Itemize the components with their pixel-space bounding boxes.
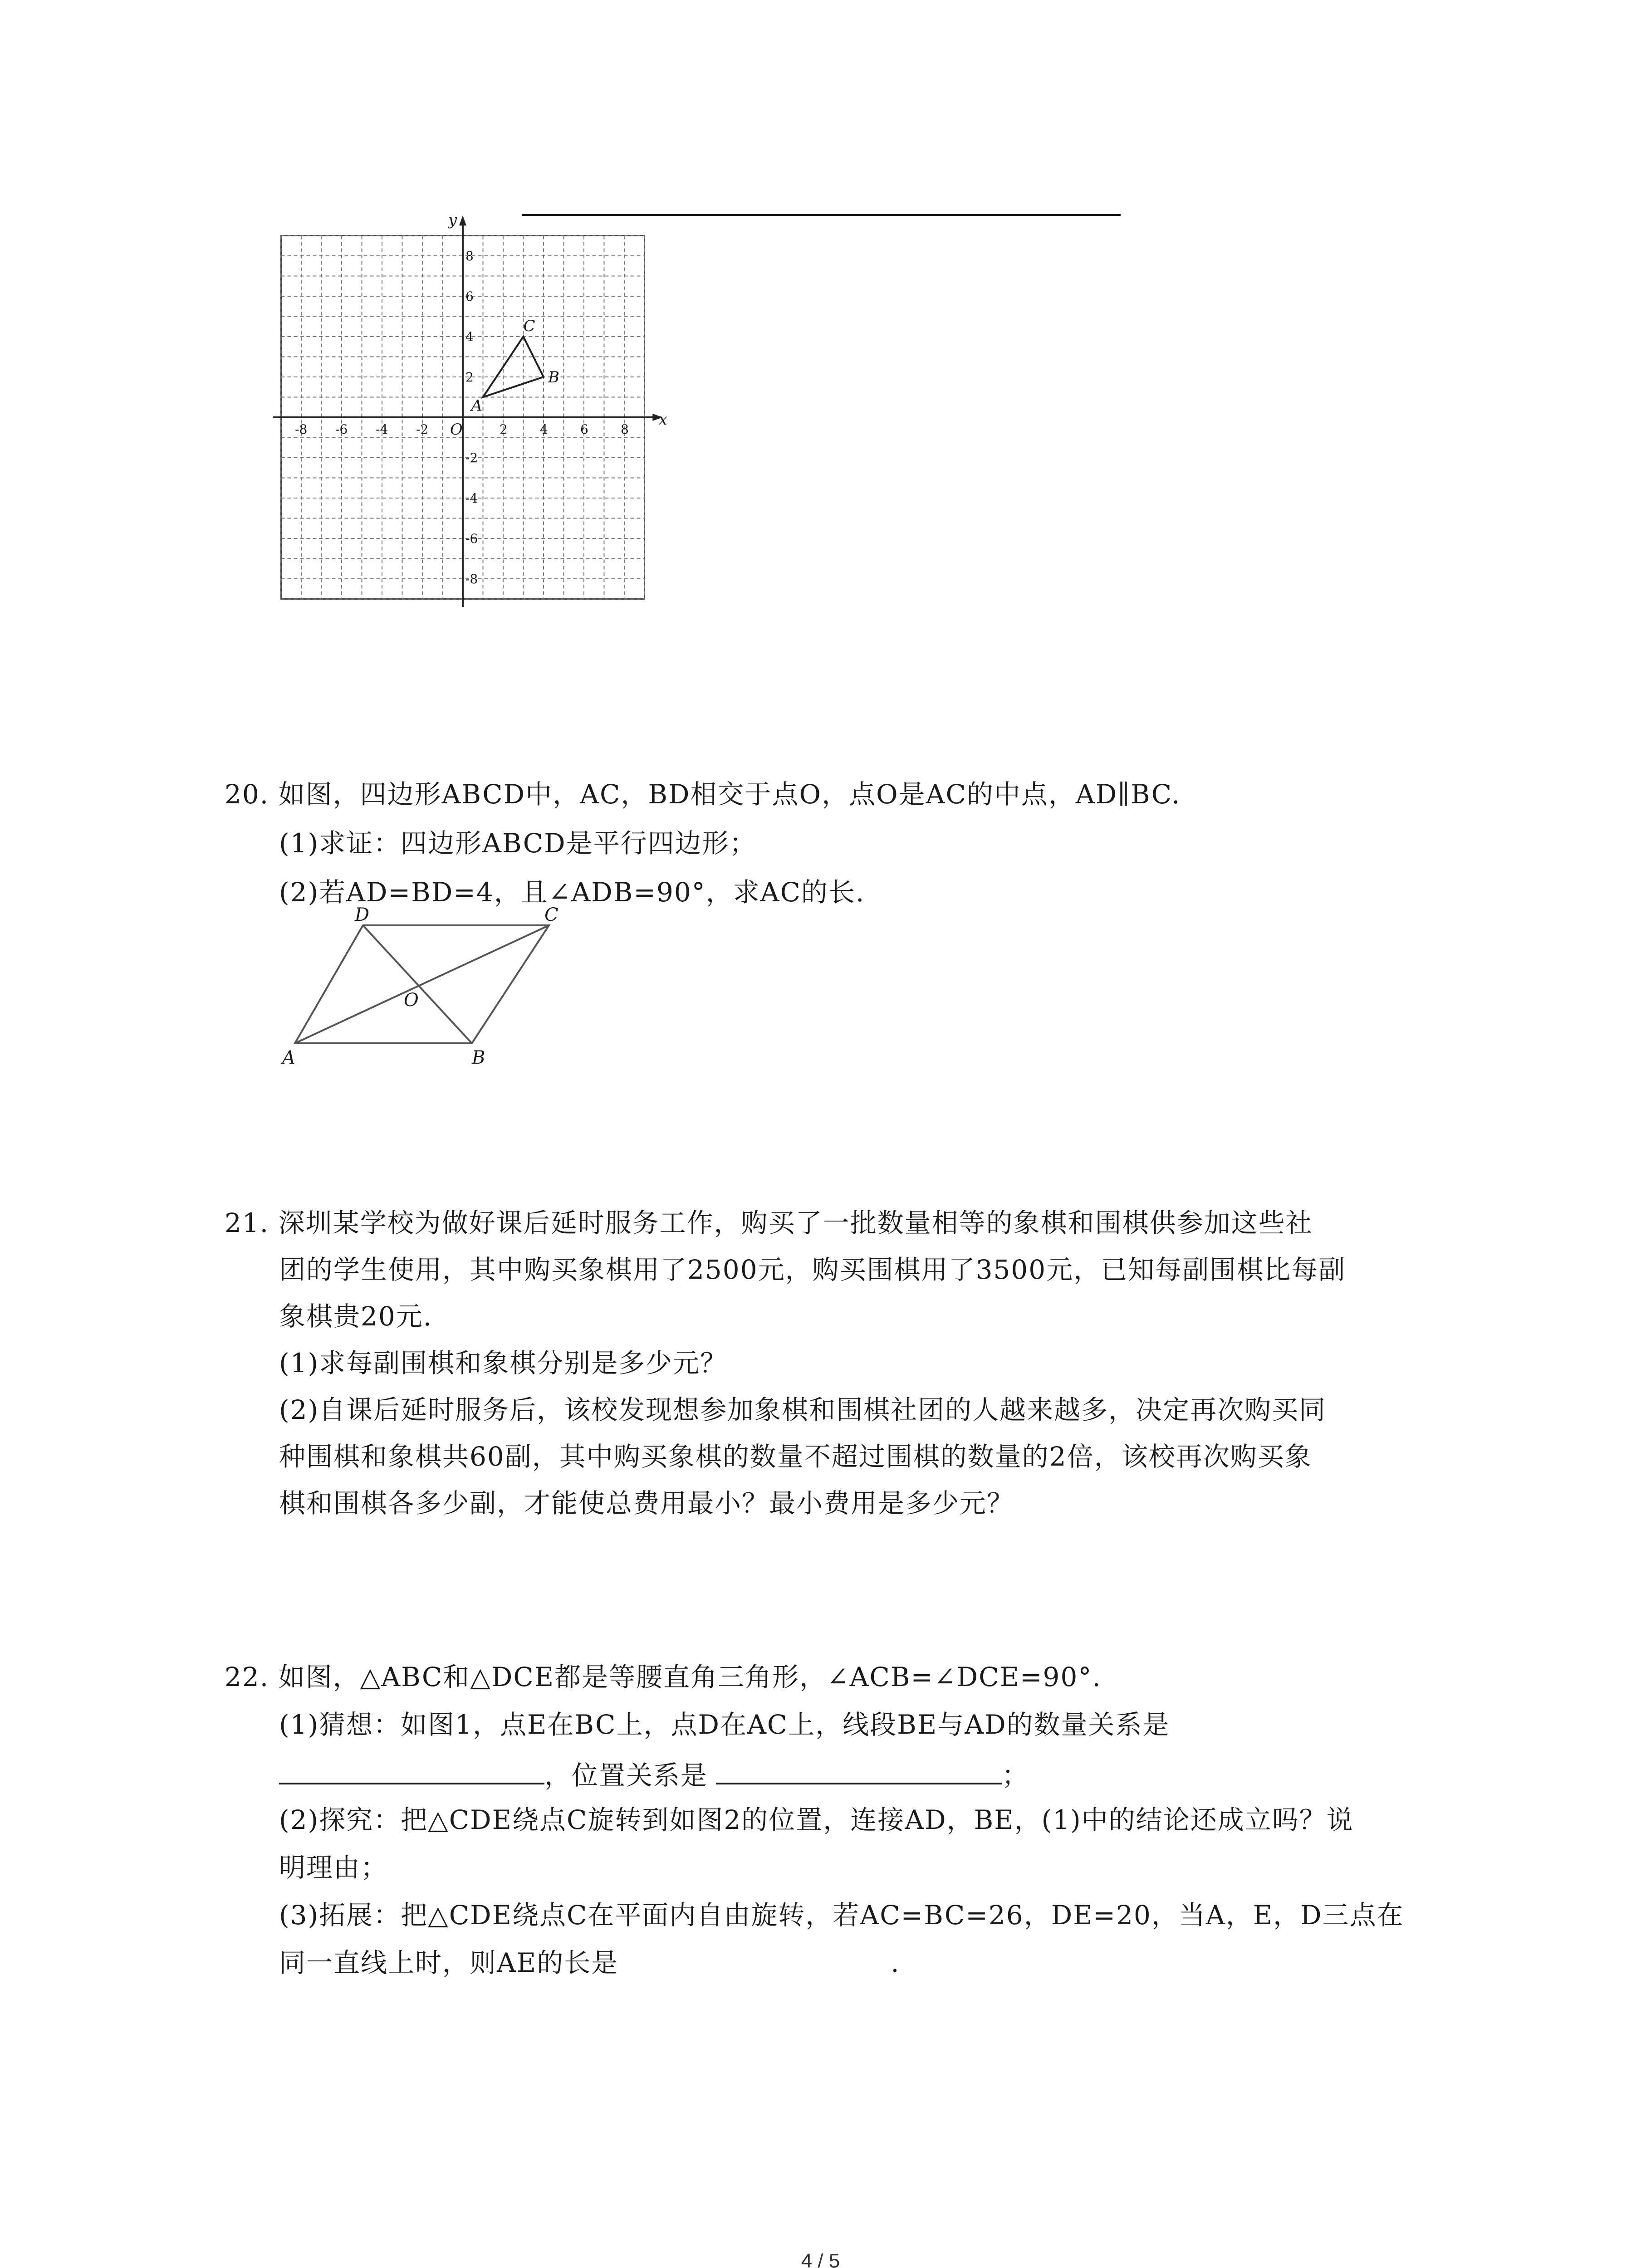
q22-position-label: ，位置关系是 [544,1760,708,1791]
q21-part1: (1)求每副围棋和象棋分别是多少元？ [279,1348,728,1378]
q22-part2-line2: 明理由； [279,1852,388,1883]
q22-semicolon: ； [1002,1760,1029,1791]
vertex-label-c: C [544,907,558,925]
origin-label: O [450,420,463,439]
y-tick-label: 6 [465,289,474,304]
y-axis-label: y [448,213,457,229]
point-label-b: B [548,368,559,386]
q22-position-blank[interactable] [716,1759,1002,1784]
q21-part2-line2: 种围棋和象棋共60副，其中购买象棋的数量不超过围棋的数量的2倍，该校再次购买象 [279,1441,1312,1472]
y-tick-label: -4 [465,491,478,506]
coordinate-grid-figure [272,213,690,631]
q22-part1-line1: (1)猜想：如图1，点E在BC上，点D在AC上，线段BE与AD的数量关系是 [279,1709,1170,1740]
x-tick-label: 2 [500,422,508,437]
x-tick-label: -6 [335,422,348,437]
q22-part2-line1: (2)探究：把△CDE绕点C旋转到如图2的位置，连接AD，BE，(1)中的结论还成立吗？说 [279,1804,1354,1835]
x-tick-label: -4 [376,422,388,437]
q20-part2: (2)若AD=BD=4，且∠ADB=90°，求AC的长. [279,877,865,908]
vertex-label-a: A [282,1047,295,1068]
q22-part3-text: 同一直线上时，则AE的长是 [279,1947,619,1978]
q21-stem-line3: 象棋贵20元. [279,1301,433,1332]
y-tick-label: 2 [465,370,474,385]
x-axis-label: x [658,411,667,429]
q22-stem: 22. 如图，△ABC和△DCE都是等腰直角三角形，∠ACB=∠DCE=90°. [225,1662,1102,1692]
y-tick-label: -8 [465,572,478,587]
q21-part2-line3: 棋和围棋各多少副，才能使总费用最小？最小费用是多少元？ [279,1488,1014,1519]
q20-stem: 20. 如图，四边形ABCD中，AC，BD相交于点O，点O是AC的中点，AD∥BC. [225,779,1181,810]
point-label-a: A [471,396,483,415]
q22-part3-line2 [279,1947,900,1978]
parallelogram-figure [272,907,590,1070]
q22-part3-line1: (3)拓展：把△CDE绕点C在平面内自由旋转，若AC=BC=26，DE=20，当A，E，D三点在 [279,1900,1404,1931]
q22-period: . [891,1947,900,1978]
y-tick-label: 8 [465,249,474,264]
triangle-abc [483,337,544,397]
x-tick-label: -2 [416,422,429,437]
q22-part1-line2 [279,1759,1029,1789]
page-number: 4 / 5 [801,2250,840,2268]
x-tick-label: 4 [540,422,548,437]
x-tick-label: -8 [295,422,308,437]
point-label-c: C [523,317,535,335]
q22-quantity-blank[interactable] [279,1759,544,1784]
y-tick-label: 4 [465,329,474,344]
q21-stem-line1: 21. 深圳某学校为做好课后延时服务工作，购买了一批数量相等的象棋和围棋供参加这些社 [225,1207,1313,1238]
q21-part2-line1: (2)自课后延时服务后，该校发现想参加象棋和围棋社团的人越来越多，决定再次购买同 [279,1394,1327,1425]
x-tick-label: 6 [580,422,588,437]
x-tick-label: 8 [621,422,629,437]
y-axis-arrow-icon [459,215,466,225]
vertex-label-b: B [472,1047,485,1068]
vertex-label-d: D [355,907,370,925]
center-label-o: O [404,990,419,1011]
q21-stem-line2: 团的学生使用，其中购买象棋用了2500元，购买围棋用了3500元，已知每副围棋比每副 [279,1254,1346,1285]
q20-part1: (1)求证：四边形ABCD是平行四边形； [279,828,757,859]
y-tick-label: -2 [465,450,478,465]
y-tick-label: -6 [465,531,478,546]
